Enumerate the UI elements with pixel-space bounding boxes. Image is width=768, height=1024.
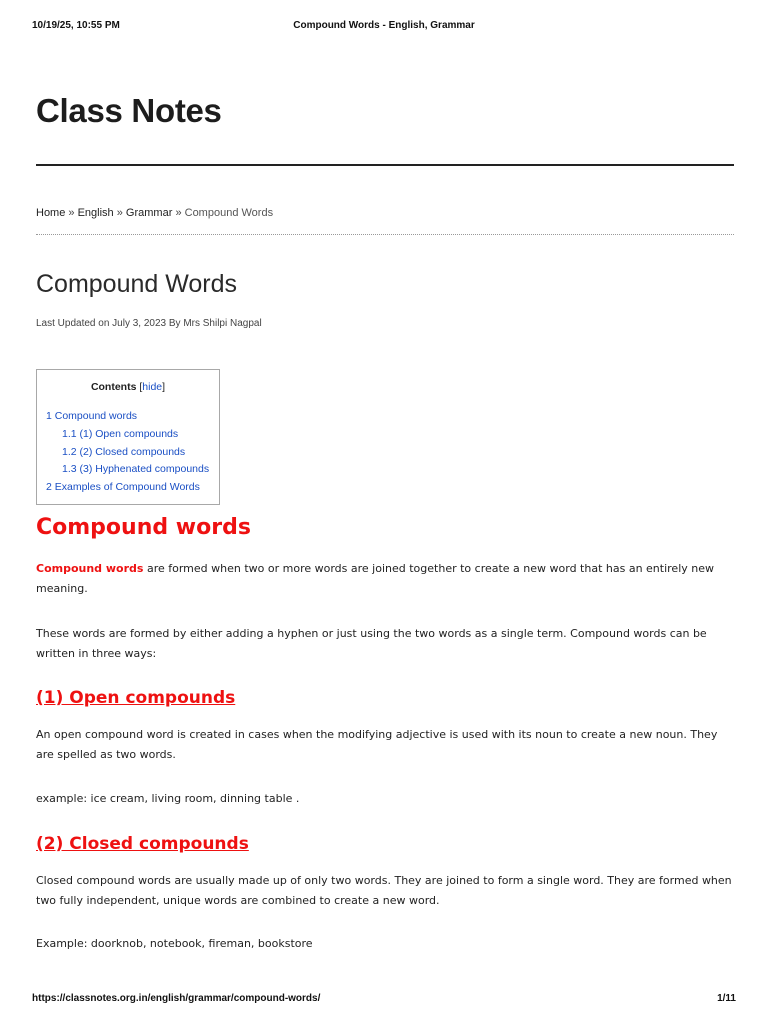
table-of-contents xyxy=(36,369,220,505)
open-compounds-description: An open compound word is created in cases when the modifying adjective is used with its noun to create a new noun. They are spelled as two words. xyxy=(36,728,718,761)
toc-item-examples[interactable]: 2 Examples of Compound Words xyxy=(46,481,200,493)
print-page-title: Compound Words - English, Grammar xyxy=(293,20,475,31)
intro-text: are formed when two or more words are joined together to create a new word that has an entirely new meaning. xyxy=(36,562,714,595)
breadcrumb-divider xyxy=(36,234,734,235)
page-title: Compound Words xyxy=(36,270,238,298)
formation-paragraph: These words are formed by either adding a hyphen or just using the two words as a single term. Compound words can be written in three ways: xyxy=(36,627,707,660)
toc-hide-toggle[interactable]: hide xyxy=(142,381,163,393)
print-footer xyxy=(32,993,736,1007)
breadcrumb-grammar[interactable]: Grammar xyxy=(125,207,173,219)
toc-item-closed-compounds[interactable]: 1.2 (2) Closed compounds xyxy=(62,446,186,458)
toc-item-compound-words[interactable]: 1 Compound words xyxy=(46,410,138,422)
breadcrumb-separator: » xyxy=(175,207,185,219)
page-number: 1/11 xyxy=(717,993,736,1004)
toc-header: Contents [hide] xyxy=(90,381,166,393)
print-datetime: 10/19/25, 10:55 PM xyxy=(32,20,120,31)
toc-item-hyphenated-compounds[interactable]: 1.3 (3) Hyphenated compounds xyxy=(62,463,210,475)
breadcrumb-separator: » xyxy=(116,207,126,219)
page-url: https://classnotes.org.in/english/grammar/compound-words/ xyxy=(32,993,321,1004)
breadcrumb xyxy=(36,207,273,219)
section-heading-compound-words: Compound words xyxy=(36,515,251,540)
subheading-open-compounds: (1) Open compounds xyxy=(36,688,236,708)
title-divider xyxy=(36,164,734,166)
toc-item-open-compounds[interactable]: 1.1 (1) Open compounds xyxy=(62,428,179,440)
breadcrumb-english[interactable]: English xyxy=(77,207,114,219)
subheading-closed-compounds: (2) Closed compounds xyxy=(36,834,249,854)
breadcrumb-separator: » xyxy=(68,207,78,219)
intro-paragraph xyxy=(36,559,736,599)
breadcrumb-current: Compound Words xyxy=(184,207,274,219)
open-compounds-example: example: ice cream, living room, dinning table . xyxy=(36,792,300,805)
site-title[interactable]: Class Notes xyxy=(36,92,222,129)
toc-heading: Contents xyxy=(90,381,137,393)
breadcrumb-home[interactable]: Home xyxy=(36,207,66,219)
intro-highlight: Compound words xyxy=(36,562,144,575)
closed-compounds-description: Closed compound words are usually made up of only two words. They are joined to form a single word. They are formed when two fully independent, unique words are combined to create a new word. xyxy=(36,874,732,907)
closed-compounds-example: Example: doorknob, notebook, fireman, bookstore xyxy=(36,937,313,950)
print-header xyxy=(32,20,736,34)
post-meta: Last Updated on July 3, 2023 By Mrs Shilpi Nagpal xyxy=(36,318,262,329)
